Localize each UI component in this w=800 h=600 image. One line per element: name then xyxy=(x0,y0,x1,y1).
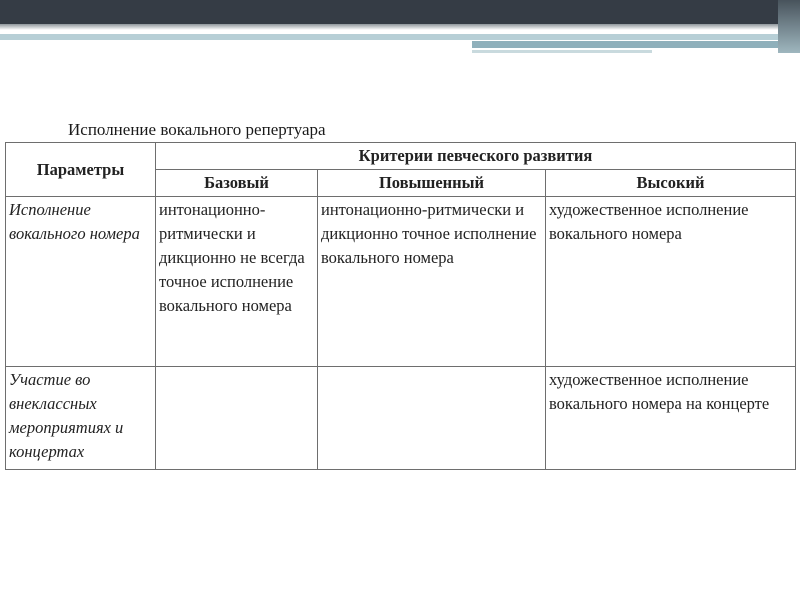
document-title: Исполнение вокального репертуара xyxy=(68,120,326,139)
cell-advanced xyxy=(318,367,546,470)
slide-corner-decoration xyxy=(778,0,800,53)
cell-basic xyxy=(156,367,318,470)
slide-header-shadow xyxy=(0,24,800,30)
table-row xyxy=(6,367,796,470)
level-header-advanced: Повышенный xyxy=(318,170,546,197)
cell-basic: интонационно-ритмически и дикционно не всегда точное исполнение вокального номера xyxy=(156,197,318,367)
cell-high: художественное исполнение вокального номера на концерте xyxy=(546,367,796,470)
criteria-table xyxy=(5,142,796,470)
cell-high: художественное исполнение вокального номера xyxy=(546,197,796,367)
criteria-group-header: Критерии певческого развития xyxy=(156,143,796,170)
level-header-high: Высокий xyxy=(546,170,796,197)
parameters-header: Параметры xyxy=(6,143,156,197)
row-label-concerts: Участие во внеклассных мероприятиях и концертах xyxy=(6,367,156,470)
row-label-performance: Исполнение вокального номера xyxy=(6,197,156,367)
level-header-basic: Базовый xyxy=(156,170,318,197)
slide-header-bar xyxy=(0,0,800,24)
table-header-row xyxy=(6,143,796,170)
slide-accent-line-thin xyxy=(472,50,652,53)
slide-accent-line xyxy=(0,34,800,40)
cell-advanced: интонационно-ритмически и дикционно точное исполнение вокального номера xyxy=(318,197,546,367)
slide-accent-line-right xyxy=(472,41,800,48)
table-row xyxy=(6,197,796,367)
